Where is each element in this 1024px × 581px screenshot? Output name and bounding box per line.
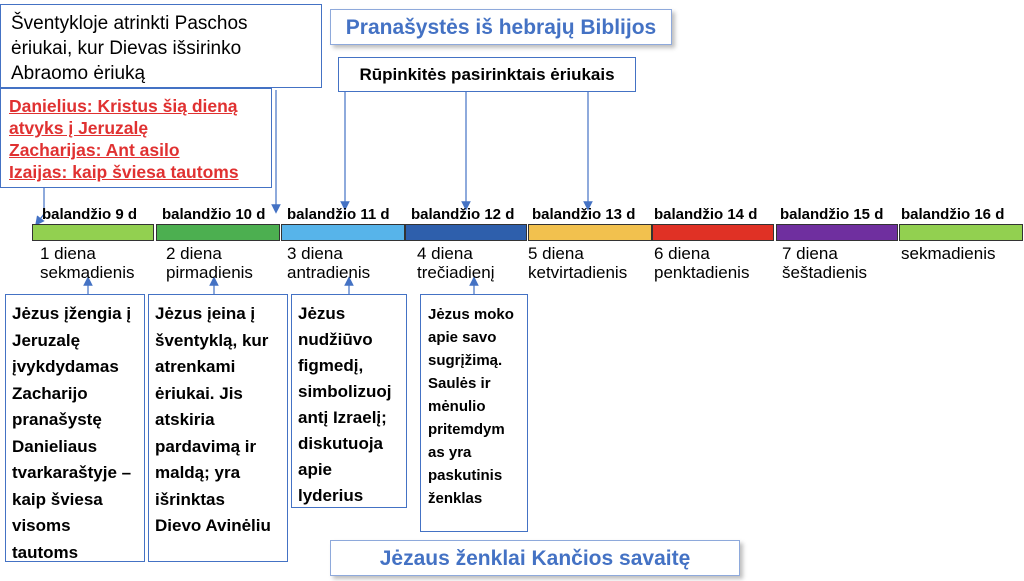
day-bar (776, 224, 898, 241)
day-number: 1 diena (40, 244, 96, 263)
day-name: trečiadienį (417, 263, 495, 282)
event-line: atskiria (155, 410, 215, 429)
day-number: 6 diena (654, 244, 710, 263)
day-number: 5 diena (528, 244, 584, 263)
prophecy-line-4: Izaijas: kaip šviesa tautoms (9, 162, 239, 182)
event-line: įvykdydamas (12, 357, 119, 376)
event-line: paskutinis (428, 467, 503, 484)
bottom-title (330, 540, 740, 576)
day-date: balandžio 16 d (901, 206, 1005, 223)
event-line: Jėzus įžengia į (12, 304, 132, 323)
temple-lamb-line-2: ėriukai, kur Dievas išsirinko (11, 38, 242, 59)
event-line: apie savo (428, 329, 497, 346)
day-bar (405, 224, 527, 241)
event-line: maldą; yra (155, 463, 241, 482)
timeline (0, 0, 1024, 290)
event-line: tautoms (12, 542, 79, 562)
event-line: figmedį, (298, 356, 364, 375)
choose-lambs-text: Rūpinkitės pasirinktais ėriukais (359, 65, 615, 84)
event-box-day3 (291, 294, 407, 508)
event-line: atrenkami (155, 357, 236, 376)
event-line: mėnulio (428, 398, 486, 415)
event-line: Jėzus įeina į (155, 304, 256, 323)
event-line: visoms (12, 516, 71, 535)
event-line: tvarkaraštyje – (12, 463, 132, 482)
day-bar (652, 224, 774, 241)
event-line: diskutuoja (298, 434, 384, 453)
event-line: nudžiūvo (298, 330, 373, 349)
day-date: balandžio 11 d (287, 206, 390, 223)
day-bar (281, 224, 405, 241)
day-name: pirmadienis (166, 263, 253, 282)
event-line: apie (298, 460, 333, 479)
day-number: 7 diena (782, 244, 838, 263)
temple-lamb-line-3: Abraomo ėriuką (11, 63, 146, 84)
event-box-day2 (148, 294, 288, 562)
day-name: antradienis (287, 263, 371, 282)
event-line: Dievo Avinėliu (155, 516, 271, 535)
event-line: Saulės ir (428, 375, 491, 392)
prophecy-line-3: Zacharijas: Ant asilo (9, 140, 180, 160)
event-line: lyderius (298, 486, 364, 505)
day-bar (899, 224, 1023, 241)
day-number: 4 diena (417, 244, 473, 263)
event-line: as yra (428, 444, 472, 461)
event-line: kaip šviesa (12, 489, 103, 509)
event-line: antį Izraelį; (298, 408, 387, 427)
day-name: šeštadienis (782, 263, 868, 282)
day-name: penktadienis (654, 263, 750, 282)
day-date: balandžio 13 d (532, 206, 636, 223)
day-name: ketvirtadienis (528, 263, 628, 282)
event-line: Danieliaus (12, 436, 98, 456)
event-line: ženklas (428, 490, 483, 507)
event-line: Jėzus moko (428, 306, 514, 323)
event-line: pritemdym (428, 421, 505, 438)
event-line: sugrįžimą. (428, 352, 503, 369)
event-line: simbolizuoj (298, 382, 392, 401)
event-line: šventyklą, kur (155, 330, 269, 350)
event-box-day1 (5, 294, 145, 562)
day-number: 2 diena (166, 244, 222, 263)
prophecy-line-2: atvyks į Jeruzalę (9, 118, 149, 138)
event-line: išrinktas (155, 489, 225, 509)
day-bar (32, 224, 154, 241)
day-date: balandžio 10 d (162, 206, 266, 223)
event-line: pardavimą ir (155, 436, 257, 456)
event-box-day4 (420, 294, 528, 532)
day-date: balandžio 15 d (780, 206, 884, 223)
event-line: ėriukai. Jis (155, 383, 243, 403)
day-date: balandžio 9 d (42, 206, 138, 223)
event-line: Zacharijo (12, 383, 88, 403)
day-name: sekmadienis (901, 244, 996, 263)
page-title-text: Pranašystės iš hebrajų Biblijos (345, 16, 657, 39)
day-date: balandžio 14 d (654, 206, 758, 223)
day-number: 3 diena (287, 244, 343, 263)
event-line: Jeruzalę (12, 330, 81, 350)
event-line: pranašystę (12, 410, 102, 429)
bottom-title-text: Jėzaus ženklai Kančios savaitę (379, 547, 691, 570)
day-date: balandžio 12 d (411, 206, 515, 223)
day-name: sekmadienis (40, 263, 135, 282)
prophecy-line-1: Danielius: Kristus šią dieną (9, 96, 238, 116)
day-bar (528, 224, 652, 241)
temple-lamb-line-1: Šventykloje atrinkti Paschos (11, 13, 248, 34)
event-line: Jėzus (298, 304, 346, 323)
day-bar (156, 224, 280, 241)
